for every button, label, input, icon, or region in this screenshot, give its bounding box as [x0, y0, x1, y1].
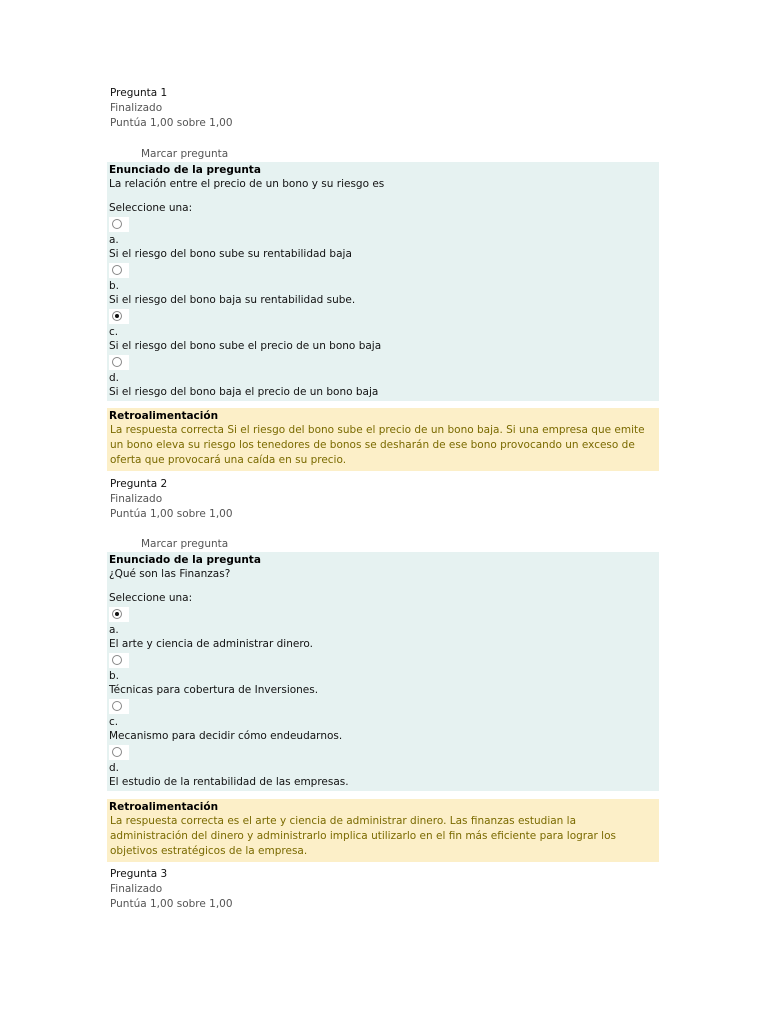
option-letter: b.	[109, 280, 120, 292]
option-letter: a.	[109, 624, 119, 636]
option-text: El estudio de la rentabilidad de las empresas.	[109, 776, 349, 788]
feedback-text: La respuesta correcta es el arte y ciencia de administrar dinero. Las finanzas estudian la administración del dinero y administrarlo implica utilizarlo en el fin más eficiente para lograr los objetivos estratégicos de la empresa.	[110, 815, 616, 857]
option-text: Si el riesgo del bono sube su rentabilidad baja	[109, 248, 352, 260]
question-grade: Puntúa 1,00 sobre 1,00	[110, 117, 233, 129]
radio-button[interactable]	[112, 701, 122, 711]
answer-option-a[interactable]	[109, 217, 659, 261]
question-text: La relación entre el precio de un bono y su riesgo es	[109, 178, 385, 190]
select-prompt: Seleccione una:	[109, 592, 193, 604]
question-number: Pregunta 1	[110, 87, 168, 99]
answer-option-d[interactable]	[109, 355, 659, 399]
select-prompt: Seleccione una:	[109, 202, 193, 214]
question-heading: Enunciado de la pregunta	[109, 554, 261, 566]
question-info-1	[110, 86, 233, 131]
radio-button-selected[interactable]	[112, 609, 122, 619]
radio-button[interactable]	[112, 357, 122, 367]
radio-button[interactable]	[112, 747, 122, 757]
question-number: Pregunta 2	[110, 478, 168, 490]
radio-button-selected[interactable]	[112, 311, 122, 321]
answer-option-c[interactable]	[109, 699, 659, 743]
option-text: El arte y ciencia de administrar dinero.	[109, 638, 314, 650]
question-state: Finalizado	[110, 883, 163, 895]
feedback-heading: Retroalimentación	[109, 801, 219, 813]
option-letter: d.	[109, 762, 120, 774]
radio-button[interactable]	[112, 655, 122, 665]
option-letter: c.	[109, 326, 119, 338]
question-content-2	[107, 552, 659, 791]
question-number: Pregunta 3	[110, 868, 168, 880]
option-text: Si el riesgo del bono baja el precio de un bono baja	[109, 386, 379, 398]
answer-option-b[interactable]	[109, 263, 659, 307]
question-content-1	[107, 162, 659, 401]
flag-question-link[interactable]: Marcar pregunta	[141, 148, 229, 160]
feedback-text: La respuesta correcta Si el riesgo del bono sube el precio de un bono baja. Si una empresa que emite un bono eleva su riesgo los tenedores de bonos se desharán de ese bono provocando un exceso de oferta que provocará una caída en su precio.	[110, 424, 645, 466]
radio-button[interactable]	[112, 219, 122, 229]
question-state: Finalizado	[110, 102, 163, 114]
question-text: ¿Qué son las Finanzas?	[109, 568, 231, 580]
question-info-2	[110, 477, 233, 522]
question-info-3	[110, 867, 233, 912]
feedback-box-1	[107, 408, 659, 471]
option-letter: d.	[109, 372, 120, 384]
option-text: Mecanismo para decidir cómo endeudarnos.	[109, 730, 343, 742]
feedback-box-2	[107, 799, 659, 862]
answer-option-c[interactable]	[109, 309, 659, 353]
option-text: Técnicas para cobertura de Inversiones.	[109, 684, 319, 696]
radio-button[interactable]	[112, 265, 122, 275]
question-heading: Enunciado de la pregunta	[109, 164, 261, 176]
option-letter: a.	[109, 234, 119, 246]
answer-option-d[interactable]	[109, 745, 659, 789]
answer-option-b[interactable]	[109, 653, 659, 697]
question-grade: Puntúa 1,00 sobre 1,00	[110, 508, 233, 520]
option-text: Si el riesgo del bono sube el precio de un bono baja	[109, 340, 382, 352]
option-letter: b.	[109, 670, 120, 682]
question-state: Finalizado	[110, 493, 163, 505]
option-letter: c.	[109, 716, 119, 728]
option-text: Si el riesgo del bono baja su rentabilidad sube.	[109, 294, 356, 306]
flag-question-link[interactable]: Marcar pregunta	[141, 538, 229, 550]
question-grade: Puntúa 1,00 sobre 1,00	[110, 898, 233, 910]
answer-option-a[interactable]	[109, 607, 659, 651]
feedback-heading: Retroalimentación	[109, 410, 219, 422]
